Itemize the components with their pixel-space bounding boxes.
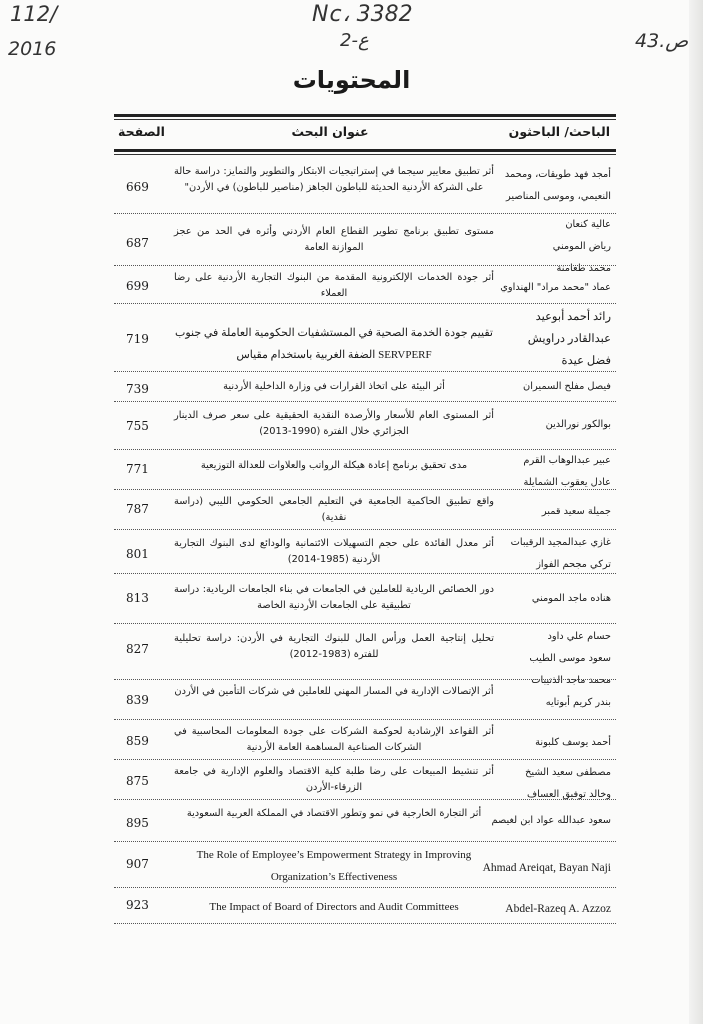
- toc-page-number: 687: [126, 236, 149, 250]
- toc-authors: [499, 588, 611, 610]
- toc-author-line: سعود موسى الطيب: [529, 653, 611, 664]
- toc-author-line: مصطفى سعيد الشيخ: [525, 767, 611, 778]
- toc-row: [114, 530, 616, 574]
- toc-article-title: The Role of Employee’s Empowerment Strategy in Improving Organization’s Effectiveness: [196, 849, 472, 883]
- toc-author-line: عبير عبدالوهاب القرم: [523, 455, 611, 466]
- page-edge-shadow: [689, 0, 703, 1024]
- toc-author-line: فضل عيدة: [561, 355, 611, 367]
- toc-row: [114, 490, 616, 530]
- toc-author-line: بندر كريم أبوتايه: [545, 697, 611, 708]
- column-header-page: الصفحة: [118, 124, 165, 139]
- toc-authors: [491, 810, 611, 832]
- toc-author-line: عادل يعقوب الشمايلة: [523, 477, 611, 488]
- toc-page-number: 907: [126, 857, 149, 871]
- toc-author-line: هناده ماجد المومني: [531, 593, 611, 604]
- page-title: المحتويات: [292, 66, 411, 94]
- column-header-authors: الباحث/ الباحثون: [508, 124, 610, 139]
- toc-authors: [499, 732, 611, 754]
- toc-page-number: 813: [126, 591, 149, 605]
- toc-article-title: أثر التجارة الخارجية في نمو وتطور الاقتصاد في المملكة العربية السعودية: [186, 808, 482, 819]
- handwritten-page-mark: ص.43: [635, 30, 689, 52]
- toc-author-line: سعود عبدالله عواد ابن لغيصم: [491, 815, 611, 826]
- toc-author-line: النعيمي، وموسى المناصير: [506, 191, 611, 202]
- handwritten-call-number: Nc، 3382: [312, 2, 413, 27]
- toc-authors: [499, 532, 611, 576]
- toc-article-title: تقييم جودة الخدمة الصحية في المستشفيات الحكومية العاملة في جنوب الضفة الغربية باستخدام مقياس SERVPERF: [174, 327, 493, 361]
- toc-article-title: The Impact of Board of Directors and Audit Committees: [209, 901, 459, 913]
- toc-authors: [499, 450, 611, 494]
- toc-article-title: دور الخصائص الريادية للعاملين في الجامعات في بناء الجامعات الريادية: دراسة تطبيقية على الجامعات الأردنية الخاصة: [174, 584, 494, 611]
- toc-authors: [444, 898, 611, 920]
- toc-article-title: أثر تنشيط المبيعات على رضا طلبة كلية الاقتصاد والعلوم الإدارية في جامعة الزرقاء-الأردن: [174, 766, 494, 793]
- header-bottom-rule: [114, 149, 616, 152]
- toc-page-number: 771: [126, 462, 149, 476]
- toc-article-title: مستوى تطبيق برنامج تطوير القطاع العام الأردني وأثره في الحد من عجز الموازنة العامة: [174, 226, 494, 253]
- toc-author-line: رياض المومني: [552, 241, 611, 252]
- toc-author-line: عماد "محمد مراد" الهنداوي: [500, 282, 611, 293]
- toc-row: [114, 266, 616, 304]
- header-top-rule-thin: [114, 119, 616, 120]
- toc-page-number: 669: [126, 180, 149, 194]
- toc-authors: [499, 414, 611, 436]
- toc-row: [114, 888, 616, 924]
- toc-author-line: بوالكور نورالدين: [545, 419, 611, 430]
- toc-article-title: أثر جودة الخدمات الإلكترونية المقدمة من البنوك التجارية الأردنية على رضا العملاء: [174, 272, 494, 299]
- toc-authors: [444, 306, 611, 372]
- handwritten-year: 2016: [8, 38, 57, 60]
- toc-author-line: عبدالقادر دراويش: [527, 333, 611, 345]
- row-separator: [114, 923, 616, 924]
- toc-author-line: محمد ماجد الذنيبات: [531, 675, 611, 686]
- toc-page-number: 801: [126, 547, 149, 561]
- toc-row: [114, 624, 616, 686]
- toc-author-line: غازي عبدالمجيد الرقيبات: [510, 537, 611, 548]
- toc-page-number: 895: [126, 816, 149, 830]
- toc-page-number: 699: [126, 279, 149, 293]
- handwritten-number: 112/: [10, 2, 58, 26]
- toc-author-line: أمجد فهد طويقات، ومحمد: [504, 169, 611, 180]
- toc-row: [114, 760, 616, 800]
- toc-page-number: 827: [126, 642, 149, 656]
- toc-author-line: أحمد يوسف كلبونة: [535, 737, 611, 748]
- toc-authors: [499, 376, 611, 398]
- toc-row: [114, 842, 616, 888]
- toc-author-line: تركي مجحم الفواز: [536, 559, 611, 570]
- toc-row: [114, 214, 616, 274]
- toc-author-line: Abdel-Razeq A. Azzoz: [505, 903, 611, 915]
- toc-author-line: رائد أحمد أبوعيد: [535, 311, 611, 323]
- toc-article-title: أثر البيئة على اتخاذ القرارات في وزارة الداخلية الأردنية: [223, 381, 445, 392]
- toc-author-line: Ahmad Areiqat, Bayan Naji: [482, 862, 611, 874]
- handwritten-issue-mark: ع-2: [340, 30, 369, 51]
- toc-article-title: أثر معدل الفائدة على حجم التسهيلات الائتمانية والودائع لدى البنوك التجارية الأردنية (1985-2014): [174, 538, 494, 565]
- toc-authors: [499, 277, 611, 299]
- toc-row: [114, 574, 616, 624]
- toc-row: [114, 800, 616, 842]
- toc-article-title: مدى تحقيق برنامج إعادة هيكلة الرواتب والعلاوات للعدالة التوزيعية: [200, 460, 468, 471]
- toc-authors: [499, 164, 611, 208]
- toc-row: [114, 450, 616, 490]
- toc-author-line: محمد طعامنة: [556, 263, 611, 274]
- toc-author-line: حسام علي داود: [547, 631, 611, 642]
- toc-row: [114, 680, 616, 720]
- toc-page-number: 739: [126, 382, 149, 396]
- toc-article-title: واقع تطبيق الحاكمية الجامعية في التعليم الجامعي الحكومي الليبي (دراسة نقدية): [174, 496, 494, 523]
- toc-row: [114, 720, 616, 760]
- toc-row: [114, 304, 616, 372]
- toc-page-number: 923: [126, 898, 149, 912]
- toc-authors: [499, 501, 611, 523]
- column-header-title: عنوان البحث: [291, 124, 369, 139]
- toc-article-title: أثر تطبيق معايير سيجما في إستراتيجيات الابتكار والتطوير والتمايز: دراسة حالة على الشركة الأردنية الحديثة للباطون الجاهز (مناصير للباطون) في الأردن": [174, 166, 494, 193]
- toc-article-title: أثر المستوى العام للأسعار والأرصدة النقدية الحقيقية على سعر صرف الدينار الجزائري خلال الفترة (1990-2013): [174, 410, 494, 437]
- toc-authors: [444, 857, 611, 879]
- toc-row: [114, 402, 616, 450]
- toc-page-number: 755: [126, 419, 149, 433]
- toc-article-title: تحليل إنتاجية العمل ورأس المال للبنوك التجارية في الأردن: دراسة تحليلية للفترة (1983-2012): [174, 633, 494, 660]
- toc-page-number: 719: [126, 332, 149, 346]
- toc-authors: [499, 692, 611, 714]
- header-top-rule: [114, 114, 616, 117]
- toc-page-number: 875: [126, 774, 149, 788]
- toc-author-line: وخالد توفيق العساف: [526, 789, 611, 800]
- toc-author-line: فيصل مفلح السميران: [523, 381, 611, 392]
- toc-article-title: أثر القواعد الإرشادية لحوكمة الشركات على جودة المعلومات المحاسبية في الشركات الصناعية المساهمة العامة الأردنية: [174, 726, 494, 753]
- toc-page-number: 787: [126, 502, 149, 516]
- toc-page-number: 839: [126, 693, 149, 707]
- toc-author-line: عالية كنعان: [565, 219, 611, 230]
- toc-article-title: أثر الإتصالات الإدارية في المسار المهني للعاملين في شركات التأمين في الأردن: [174, 686, 494, 697]
- toc-row: [114, 158, 616, 214]
- toc-author-line: جميلة سعيد قمبر: [541, 506, 611, 517]
- header-bottom-rule-thin: [114, 154, 616, 155]
- toc-page-number: 859: [126, 734, 149, 748]
- toc-row: [114, 372, 616, 402]
